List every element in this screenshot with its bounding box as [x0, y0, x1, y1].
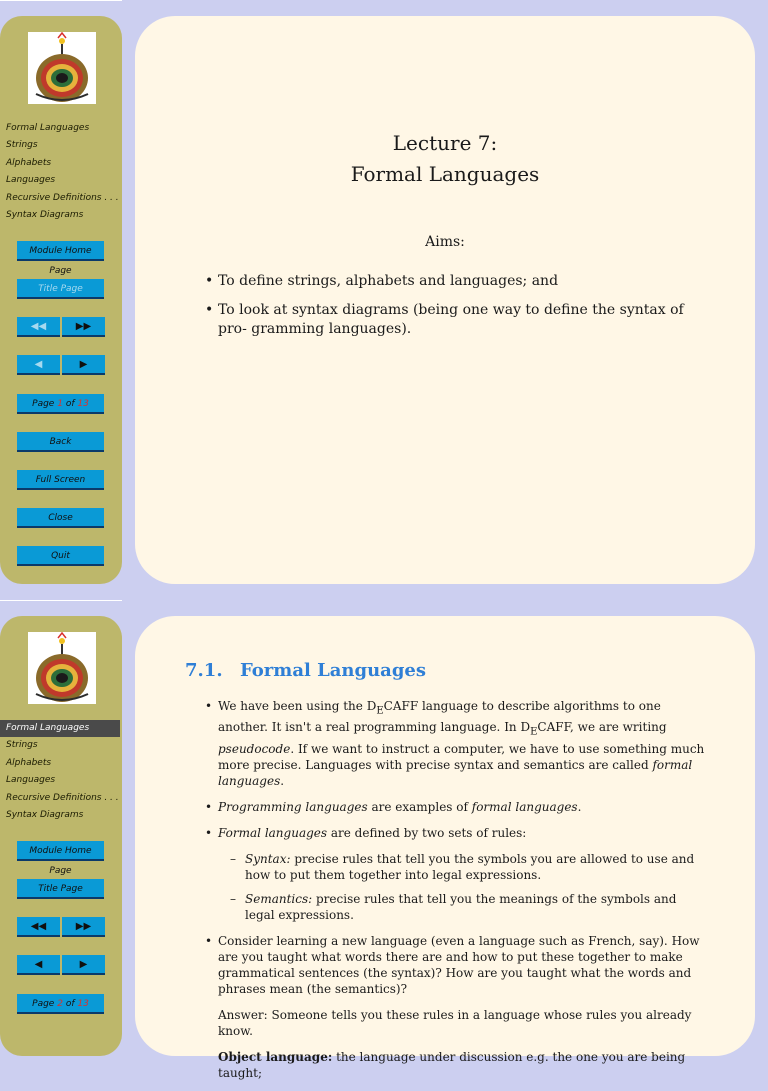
- table-of-contents: [0, 720, 122, 824]
- slide-content: [135, 616, 755, 1080]
- title-line-2: Formal Languages: [350, 162, 540, 186]
- aims-item: • To define strings, alphabets and languages; and: [205, 272, 705, 291]
- sub-list-item: – Syntax: precise rules that tell you the symbols you are allowed to use and how to put them together into legal expressions.: [218, 851, 705, 883]
- title-page-button[interactable]: Title Page: [17, 879, 104, 899]
- toc-item-syntax-diagrams[interactable]: Syntax Diagrams: [6, 209, 84, 220]
- page-word: Page: [32, 999, 55, 1009]
- slide-2: [0, 600, 768, 1080]
- current-page-number: 1: [57, 399, 63, 409]
- section-number: 7.1.: [185, 660, 223, 681]
- toc-item-alphabets[interactable]: Alphabets: [6, 157, 52, 168]
- list-item: • Programming languages are examples of formal languages.: [205, 799, 705, 815]
- separator-line: [0, 0, 122, 1]
- toc-item-formal-languages[interactable]: Formal Languages: [6, 123, 90, 133]
- sidebar: [0, 16, 122, 584]
- last-page-button[interactable]: ▶▶: [62, 917, 105, 937]
- of-word: of: [65, 999, 75, 1009]
- section-heading: [185, 660, 426, 681]
- next-page-button[interactable]: ▶: [62, 355, 105, 375]
- page-indicator: [17, 394, 104, 414]
- section-body: [205, 698, 705, 1091]
- next-page-button[interactable]: ▶: [62, 955, 105, 975]
- total-pages-number: 13: [77, 999, 89, 1009]
- toc-item-strings[interactable]: Strings: [6, 140, 38, 151]
- back-button[interactable]: Back: [17, 432, 104, 452]
- sub-list: [218, 851, 705, 923]
- toc-item-syntax-diagrams[interactable]: Syntax Diagrams: [6, 809, 84, 820]
- title-line-1: Lecture 7:: [392, 131, 498, 155]
- module-home-page-button[interactable]: Module Home Page: [17, 841, 104, 861]
- toc-item-strings[interactable]: Strings: [6, 740, 38, 751]
- toc-item-recursive-definitions[interactable]: Recursive Definitions . . .: [6, 192, 119, 203]
- toc-item-formal-languages[interactable]: Formal Languages: [0, 720, 120, 737]
- close-button[interactable]: Close: [17, 508, 104, 528]
- toc-item-recursive-definitions[interactable]: Recursive Definitions . . .: [6, 792, 119, 803]
- first-page-button[interactable]: ◀◀: [17, 317, 60, 337]
- bullet-list: [205, 698, 705, 997]
- page-word: Page: [32, 399, 55, 409]
- total-pages-number: 13: [77, 399, 89, 409]
- aims-heading: Aims:: [425, 234, 465, 250]
- bomb-logo-icon: [28, 632, 96, 704]
- toc-item-alphabets[interactable]: Alphabets: [6, 757, 52, 768]
- title-page-button[interactable]: Title Page: [17, 279, 104, 299]
- slide-content: [135, 16, 755, 584]
- aims-item: • To look at syntax diagrams (being one way to define the syntax of pro- gramming languages).: [205, 301, 705, 339]
- list-item: • We have been using the $D_ECAFF$ language to describe algorithms to one another. It isn't a real programming language. In $D_ECAFF$, we are writing pseudocode. If we want to instruct a computer, we have to use something much more precise. Languages with precise syntax and semantics are called formal languages.: [205, 698, 705, 789]
- first-page-button[interactable]: ◀◀: [17, 917, 60, 937]
- of-word: of: [65, 399, 75, 409]
- answer-text: Answer: Someone tells you these rules in a language whose rules you already know.: [218, 1007, 692, 1038]
- bomb-logo-icon: [28, 32, 96, 104]
- section-title: Formal Languages: [240, 660, 427, 681]
- list-item: • Consider learning a new language (even a language such as French, say). How are you taught what words there are and how to put these together to make grammatical sentences (the syntax)? How are you taught what the words and phrases mean (the semantics)?: [205, 933, 705, 997]
- object-language-text: Object language: the language under discussion e.g. the one you are being taught;: [218, 1049, 686, 1080]
- full-screen-button[interactable]: Full Screen: [17, 470, 104, 490]
- lecture-title: [135, 128, 755, 190]
- toc-item-languages[interactable]: Languages: [6, 175, 56, 186]
- previous-page-button[interactable]: ◀: [17, 955, 60, 975]
- quit-button[interactable]: Quit: [17, 546, 104, 566]
- last-page-button[interactable]: ▶▶: [62, 317, 105, 337]
- sidebar: [0, 616, 122, 1056]
- toc-item-languages[interactable]: Languages: [6, 775, 56, 786]
- separator-line: [0, 600, 122, 601]
- page-indicator: [17, 994, 104, 1014]
- previous-page-button[interactable]: ◀: [17, 355, 60, 375]
- aims-list: [205, 272, 705, 349]
- sub-list-item: – Semantics: precise rules that tell you the meanings of the symbols and legal expressions.: [218, 891, 705, 923]
- list-item: • Formal languages are defined by two sets of rules: – Syntax: precise rules that tell you the symbols you are allowed to use and how to put them together into legal expressions. – Semantics: precise rules that tell you the meanings of the symbols and legal expressions.: [205, 825, 705, 923]
- module-home-page-button[interactable]: Module Home Page: [17, 241, 104, 261]
- table-of-contents: [0, 120, 122, 224]
- current-page-number: 2: [57, 999, 63, 1009]
